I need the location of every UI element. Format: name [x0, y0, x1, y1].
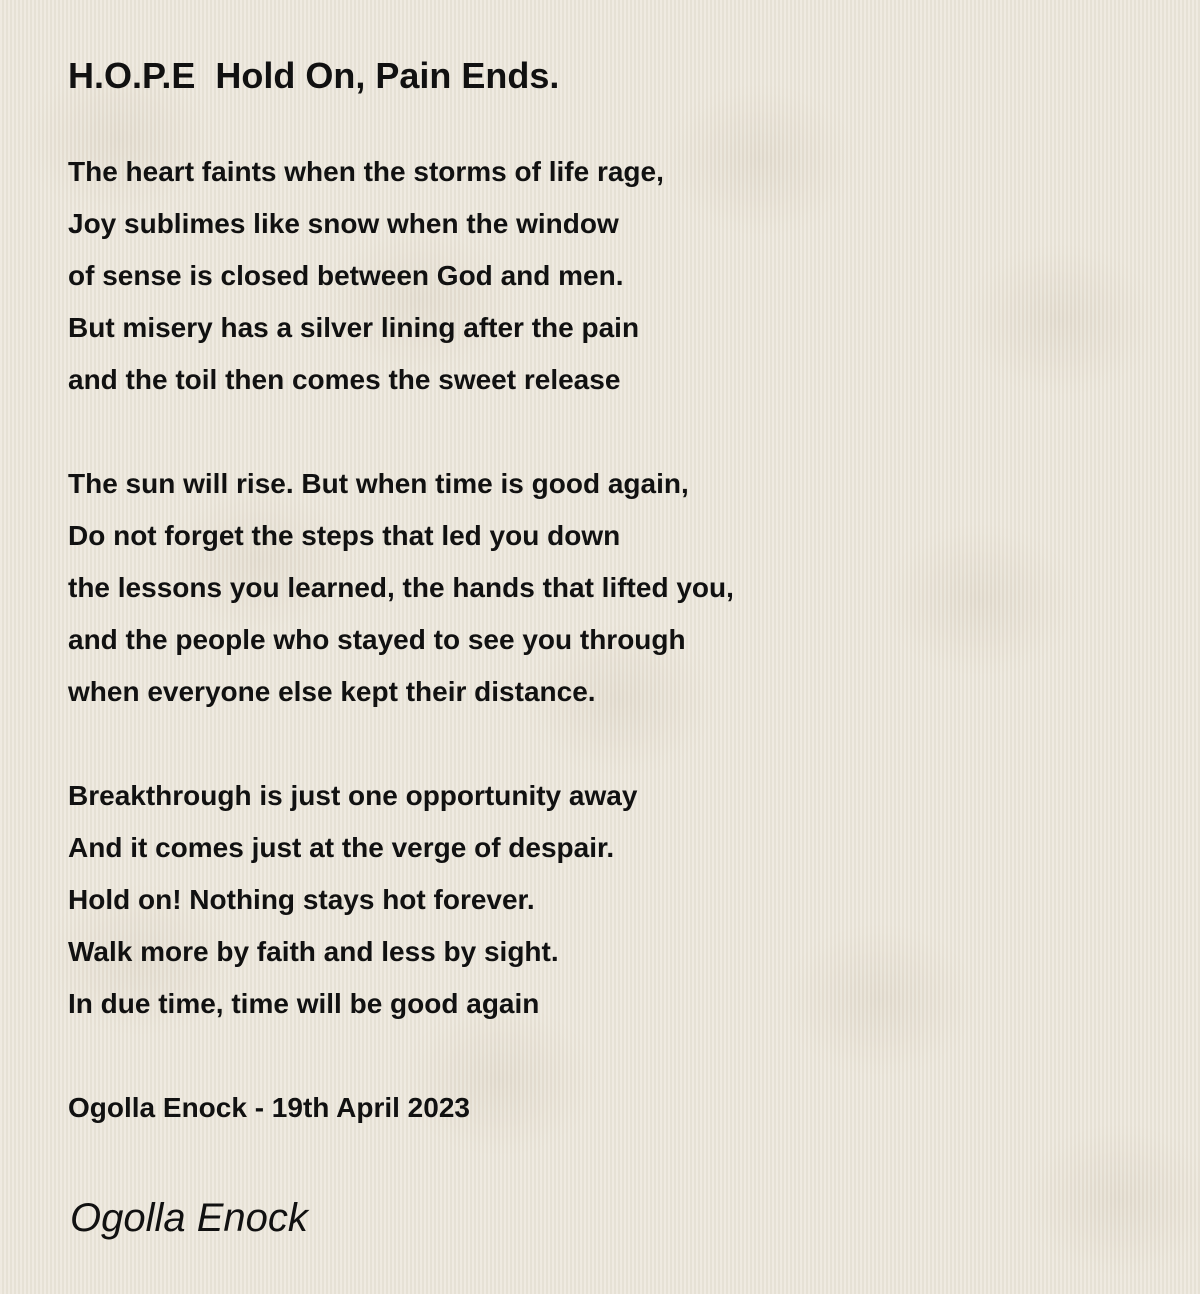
- poem-line: the lessons you learned, the hands that lifted you,: [68, 572, 734, 603]
- author-signature: Ogolla Enock: [70, 1196, 308, 1240]
- poem-line: and the people who stayed to see you through: [68, 624, 686, 655]
- stanza-2: [68, 458, 1148, 718]
- poem-line: The sun will rise. But when time is good again,: [68, 468, 689, 499]
- poem-line: of sense is closed between God and men.: [68, 260, 624, 291]
- author-dateline: Ogolla Enock - 19th April 2023: [68, 1092, 470, 1123]
- poem-line: Do not forget the steps that led you down: [68, 520, 621, 551]
- poem-line: Joy sublimes like snow when the window: [68, 208, 619, 239]
- poem-line: But misery has a silver lining after the pain: [68, 312, 640, 343]
- stanza-dateline: [68, 1082, 1148, 1134]
- poem-line: And it comes just at the verge of despair.: [68, 832, 615, 863]
- stanza-3: [68, 770, 1148, 1030]
- poem-line: Hold on! Nothing stays hot forever.: [68, 884, 535, 915]
- stanza-1: [68, 146, 1148, 406]
- poem-line: and the toil then comes the sweet release: [68, 364, 621, 395]
- poem-title: H.O.P.E Hold On, Pain Ends.: [68, 55, 560, 96]
- poem-line: The heart faints when the storms of life rage,: [68, 156, 664, 187]
- poem-line: Breakthrough is just one opportunity away: [68, 780, 638, 811]
- poem-line: Walk more by faith and less by sight.: [68, 936, 559, 967]
- poem-line: when everyone else kept their distance.: [68, 676, 596, 707]
- poem-line: In due time, time will be good again: [68, 988, 540, 1019]
- poem-container: [68, 52, 1148, 1134]
